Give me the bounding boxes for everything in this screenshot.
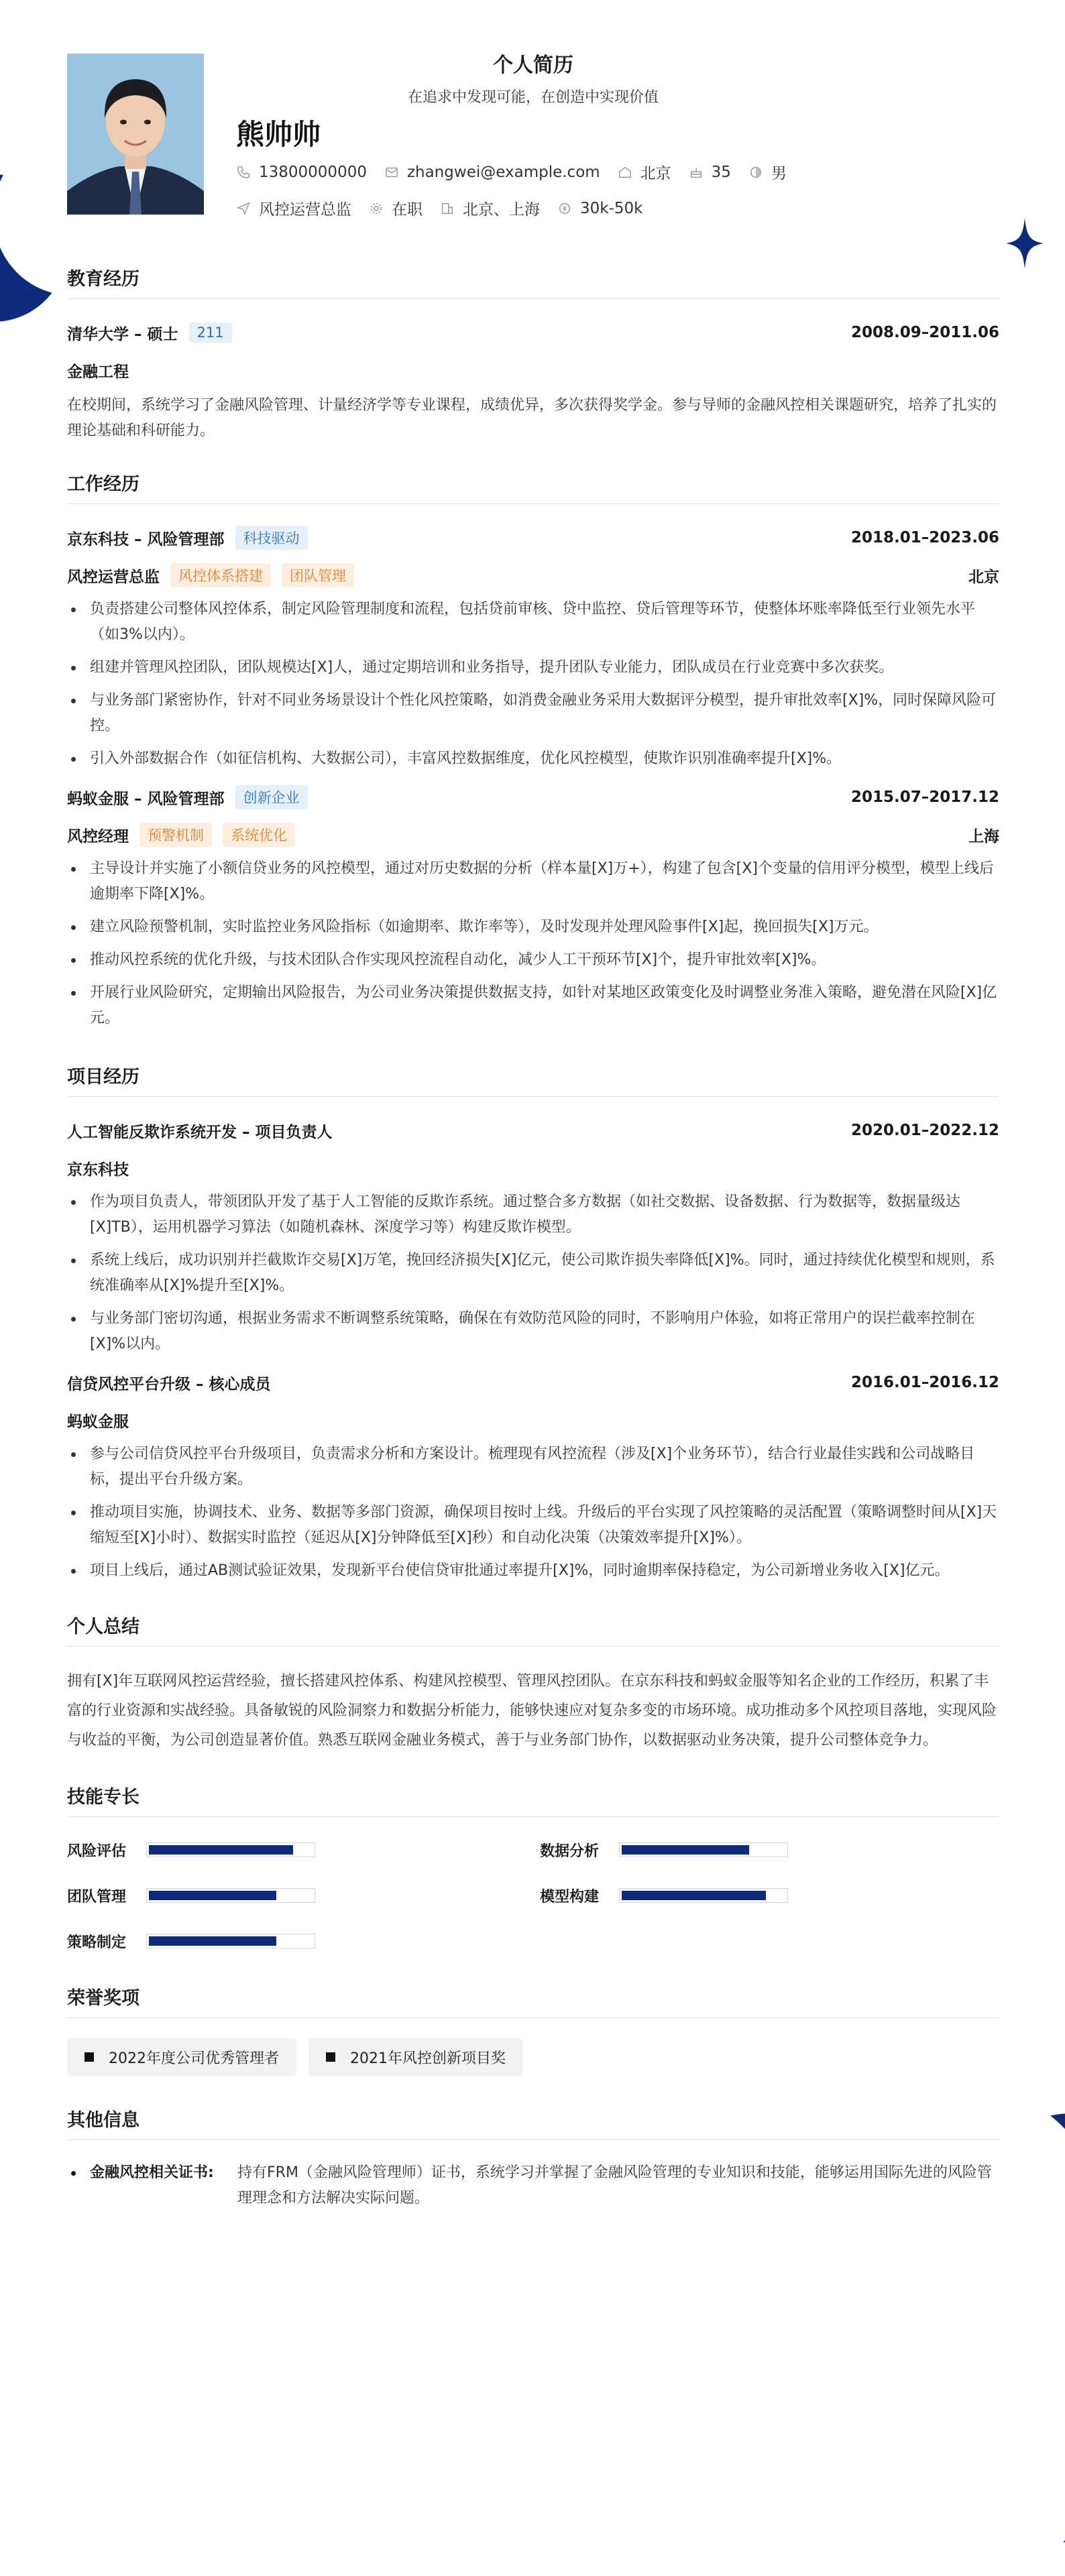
skill-name: 数据分析 [540,1842,600,1860]
candidate-name: 熊帅帅 [236,118,321,151]
project-entry [67,1117,999,1357]
skill-bar-fill [622,1891,766,1900]
list-item: 参与公司信贷风控平台升级项目，负责需求分析和方案设计。梳理现有风控流程（涉及[X]个业务环节），结合行业最佳实践和公司战略目标，提出平台升级方案。 [67,1442,999,1492]
work-entry [67,784,999,1031]
project-date: 2020.01–2022.12 [850,1122,999,1139]
list-item: 引入外部数据合作（如征信机构、大数据公司），丰富风控数据维度，优化风控模型，使欺诈识别准确率提升[X]%。 [67,746,999,772]
profile-photo [67,54,204,215]
skills-grid [67,1837,999,1954]
other-text: 持有FRM（金融风险管理师）证书，系统学习并掌握了金融风险管理的专业知识和技能，能够运用国际先进的风险管理理念和方法解决实际问题。 [237,2164,992,2207]
salary-info [557,200,642,217]
skill-tag: 系统优化 [223,823,295,847]
section-title: 个人总结 [67,1612,999,1647]
awards-section [67,1983,999,2076]
major-row [67,357,999,384]
square-bullet-icon [85,2052,94,2062]
gender-text: 男 [771,165,787,182]
list-item: 系统上线后，成功识别并拦截欺诈交易[X]万笔，挽回经济损失[X]亿元，使公司欺诈损失率降低[X]%。同时，通过持续优化模型和规则，系统准确率从[X]%提升至[X]%。 [67,1248,999,1299]
list-item: 主导设计并实施了小额信贷业务的风控模型，通过对历史数据的分析（样本量[X]万+），构建了包含[X]个变量的信用评分模型，模型上线后逾期率下降[X]%。 [67,856,999,907]
summary-section [67,1612,999,1755]
mail-icon [384,165,399,180]
coin-icon [557,201,572,216]
project-org: 京东科技 [67,1161,129,1179]
skill-item [67,1883,540,1908]
gear-icon [369,201,384,216]
skill-bar-fill [149,1936,276,1946]
school-name: 清华大学 – 硕士 [67,325,178,343]
skill-item [67,1837,540,1863]
gender-icon [748,165,763,180]
skill-tag: 团队管理 [282,563,354,587]
work-section [67,469,999,1031]
status-text: 在职 [392,201,423,219]
age-text: 35 [711,163,731,181]
section-title: 教育经历 [67,264,999,299]
cake-icon [689,165,704,180]
education-date: 2008.09–2011.06 [850,324,999,341]
skill-bar [619,1842,788,1857]
other-section [67,2105,999,2211]
work-date: 2015.07–2017.12 [850,788,999,806]
list-item: 开展行业风险研究，定期输出风险报告，为公司业务决策提供数据支持，如针对某地区政策变化及时调整业务准入策略，避免潜在风险[X]亿元。 [67,980,999,1031]
education-section [67,264,999,444]
sparkle-icon [1006,218,1044,269]
skill-item [540,1837,999,1863]
contact-row [236,161,804,183]
company-tag: 科技驱动 [235,526,308,550]
skill-bar-fill [149,1845,293,1855]
section-title: 技能专长 [67,1782,999,1817]
award-item [67,2038,296,2076]
skill-tag: 风控体系搭建 [170,563,271,587]
project-entry [67,1369,999,1584]
building-icon [440,201,455,216]
work-bullets [67,597,999,772]
company-name: 京东科技 – 风险管理部 [67,530,225,548]
home-icon [618,165,632,180]
section-title: 荣誉奖项 [67,1983,999,2018]
project-section [67,1062,999,1584]
list-item: 建立风险预警机制，实时监控业务风险指标（如逾期率、欺诈率等），及时发现并处理风险事件[X]起，挽回损失[X]万元。 [67,915,999,940]
square-bullet-icon [326,2052,335,2062]
email-text: zhangwei@example.com [406,163,600,181]
skills-section [67,1782,999,1954]
city-text: 北京 [640,165,671,182]
target-city-info [440,197,540,219]
skill-bar [619,1888,788,1903]
phone-icon [236,165,251,180]
list-item: 负责搭建公司整体风控体系，制定风险管理制度和流程，包括贷前审核、贷中监控、贷后管理等环节，使整体坏账率降低至行业领先水平（如3%以内）。 [67,597,999,648]
skill-bar [146,1934,315,1948]
list-item: 作为项目负责人，带领团队开发了基于人工智能的反欺诈系统。通过整合多方数据（如社交数据、设备数据、行为数据等，数据量级达[X]TB），运用机器学习算法（如随机森林、深度学习等）构建反欺诈模型。 [67,1189,999,1240]
job-intent-row [236,197,660,219]
project-bullets [67,1442,999,1584]
skill-bar-fill [149,1891,276,1900]
resume-page [67,0,999,2211]
skill-bar [146,1888,315,1903]
position-info [236,197,351,219]
job-role: 风控经理 [67,827,129,845]
age-info [689,164,731,181]
skill-item [67,1928,540,1954]
status-info [369,197,423,219]
summary-text: 拥有[X]年互联网风控运营经验，擅长搭建风控体系、构建风控模型、管理风控团队。在京东科技和蚂蚁金服等知名企业的工作经历，积累了丰富的行业资源和实战经验。具备敏锐的风险洞察力和数据分析能力，能够快速应对复杂多变的市场环境。成功推动多个风控项目落地，实现风险与收益的平衡，为公司创造显著价值。熟悉互联网金融业务模式，善于与业务部门协作，以数据驱动业务决策，提升公司整体竞争力。 [67,1673,997,1749]
list-item: 与业务部门密切沟通，根据业务需求不断调整系统策略，确保在有效防范风险的同时，不影响用户体验，如将正常用户的误拦截率控制在[X]%以内。 [67,1306,999,1357]
other-label: 金融风控相关证书: [90,2164,214,2181]
gender-info [748,161,787,183]
skill-bar [146,1842,315,1857]
city-info [618,161,671,183]
list-item: 推动项目实施，协调技术、业务、数据等多部门资源，确保项目按时上线。升级后的平台实现了风控策略的灵活配置（策略调整时间从[X]天缩短至[X]小时）、数据实时监控（延迟从[X]分钟降低至[X]秒）和自动化决策（决策效率提升[X]%）。 [67,1500,999,1551]
project-bullets [67,1189,999,1357]
job-role: 风控运营总监 [67,568,160,586]
project-name: 信贷风控平台升级 – 核心成员 [67,1375,271,1393]
skill-item [540,1883,999,1908]
phone-info [236,164,367,181]
company-tag: 创新企业 [235,785,308,809]
project-date: 2016.01–2016.12 [850,1374,999,1391]
company-name: 蚂蚁金服 – 风险管理部 [67,790,225,808]
salary-text: 30k-50k [580,199,643,217]
send-icon [236,201,251,216]
email-info [384,164,600,181]
section-title: 其他信息 [67,2105,999,2140]
skill-name: 风险评估 [67,1842,127,1860]
phone-text: 13800000000 [259,163,367,181]
document-subtitle: 在追求中发现可能，在创造中实现价值 [407,89,659,106]
work-location: 北京 [968,568,999,586]
work-entry [67,524,999,772]
target-city-text: 北京、上海 [463,201,540,219]
award-text: 2022年度公司优秀管理者 [109,2050,279,2067]
project-name: 人工智能反欺诈系统开发 – 项目负责人 [67,1123,333,1141]
list-item: 推动风控系统的优化升级，与技术团队合作实现风控流程自动化，减少人工干预环节[X]个，提升审批效率[X]%。 [67,947,999,973]
position-text: 风控运营总监 [259,201,351,219]
work-location: 上海 [968,827,999,845]
awards-list [67,2038,999,2076]
other-item [67,2160,999,2211]
project-org: 蚂蚁金服 [67,1413,129,1431]
list-item: 组建并管理风控团队，团队规模达[X]人，通过定期培训和业务指导，提升团队专业能力，团队成员在行业竞赛中多次获奖。 [67,655,999,681]
list-item: 项目上线后，通过AB测试验证效果，发现新平台使信贷审批通过率提升[X]%，同时逾期率保持稳定，为公司新增业务收入[X]亿元。 [67,1558,999,1584]
work-bullets [67,856,999,1031]
resume-header [67,0,999,241]
skill-tag: 预警机制 [139,823,212,847]
award-text: 2021年风控创新项目奖 [350,2050,506,2067]
education-description: 在校期间，系统学习了金融风险管理、计量经济学等专业课程，成绩优异，多次获得奖学金。参与导师的金融风控相关课题研究，培养了扎实的理论基础和科研能力。 [67,397,997,439]
section-title: 工作经历 [67,469,999,504]
list-item: 与业务部门紧密协作，针对不同业务场景设计个性化风控策略，如消费金融业务采用大数据评分模型，提升审批效率[X]%，同时保障风险可控。 [67,688,999,739]
major-name: 金融工程 [67,363,129,381]
school-tag: 211 [189,323,232,343]
skill-name: 团队管理 [67,1888,127,1906]
work-date: 2018.01–2023.06 [850,529,999,546]
education-entry-head [67,319,999,346]
skill-name: 策略制定 [67,1934,127,1951]
section-title: 项目经历 [67,1062,999,1097]
skill-name: 模型构建 [540,1888,600,1906]
award-item [309,2038,523,2076]
skill-bar-fill [622,1845,749,1855]
document-title: 个人简历 [493,54,573,77]
